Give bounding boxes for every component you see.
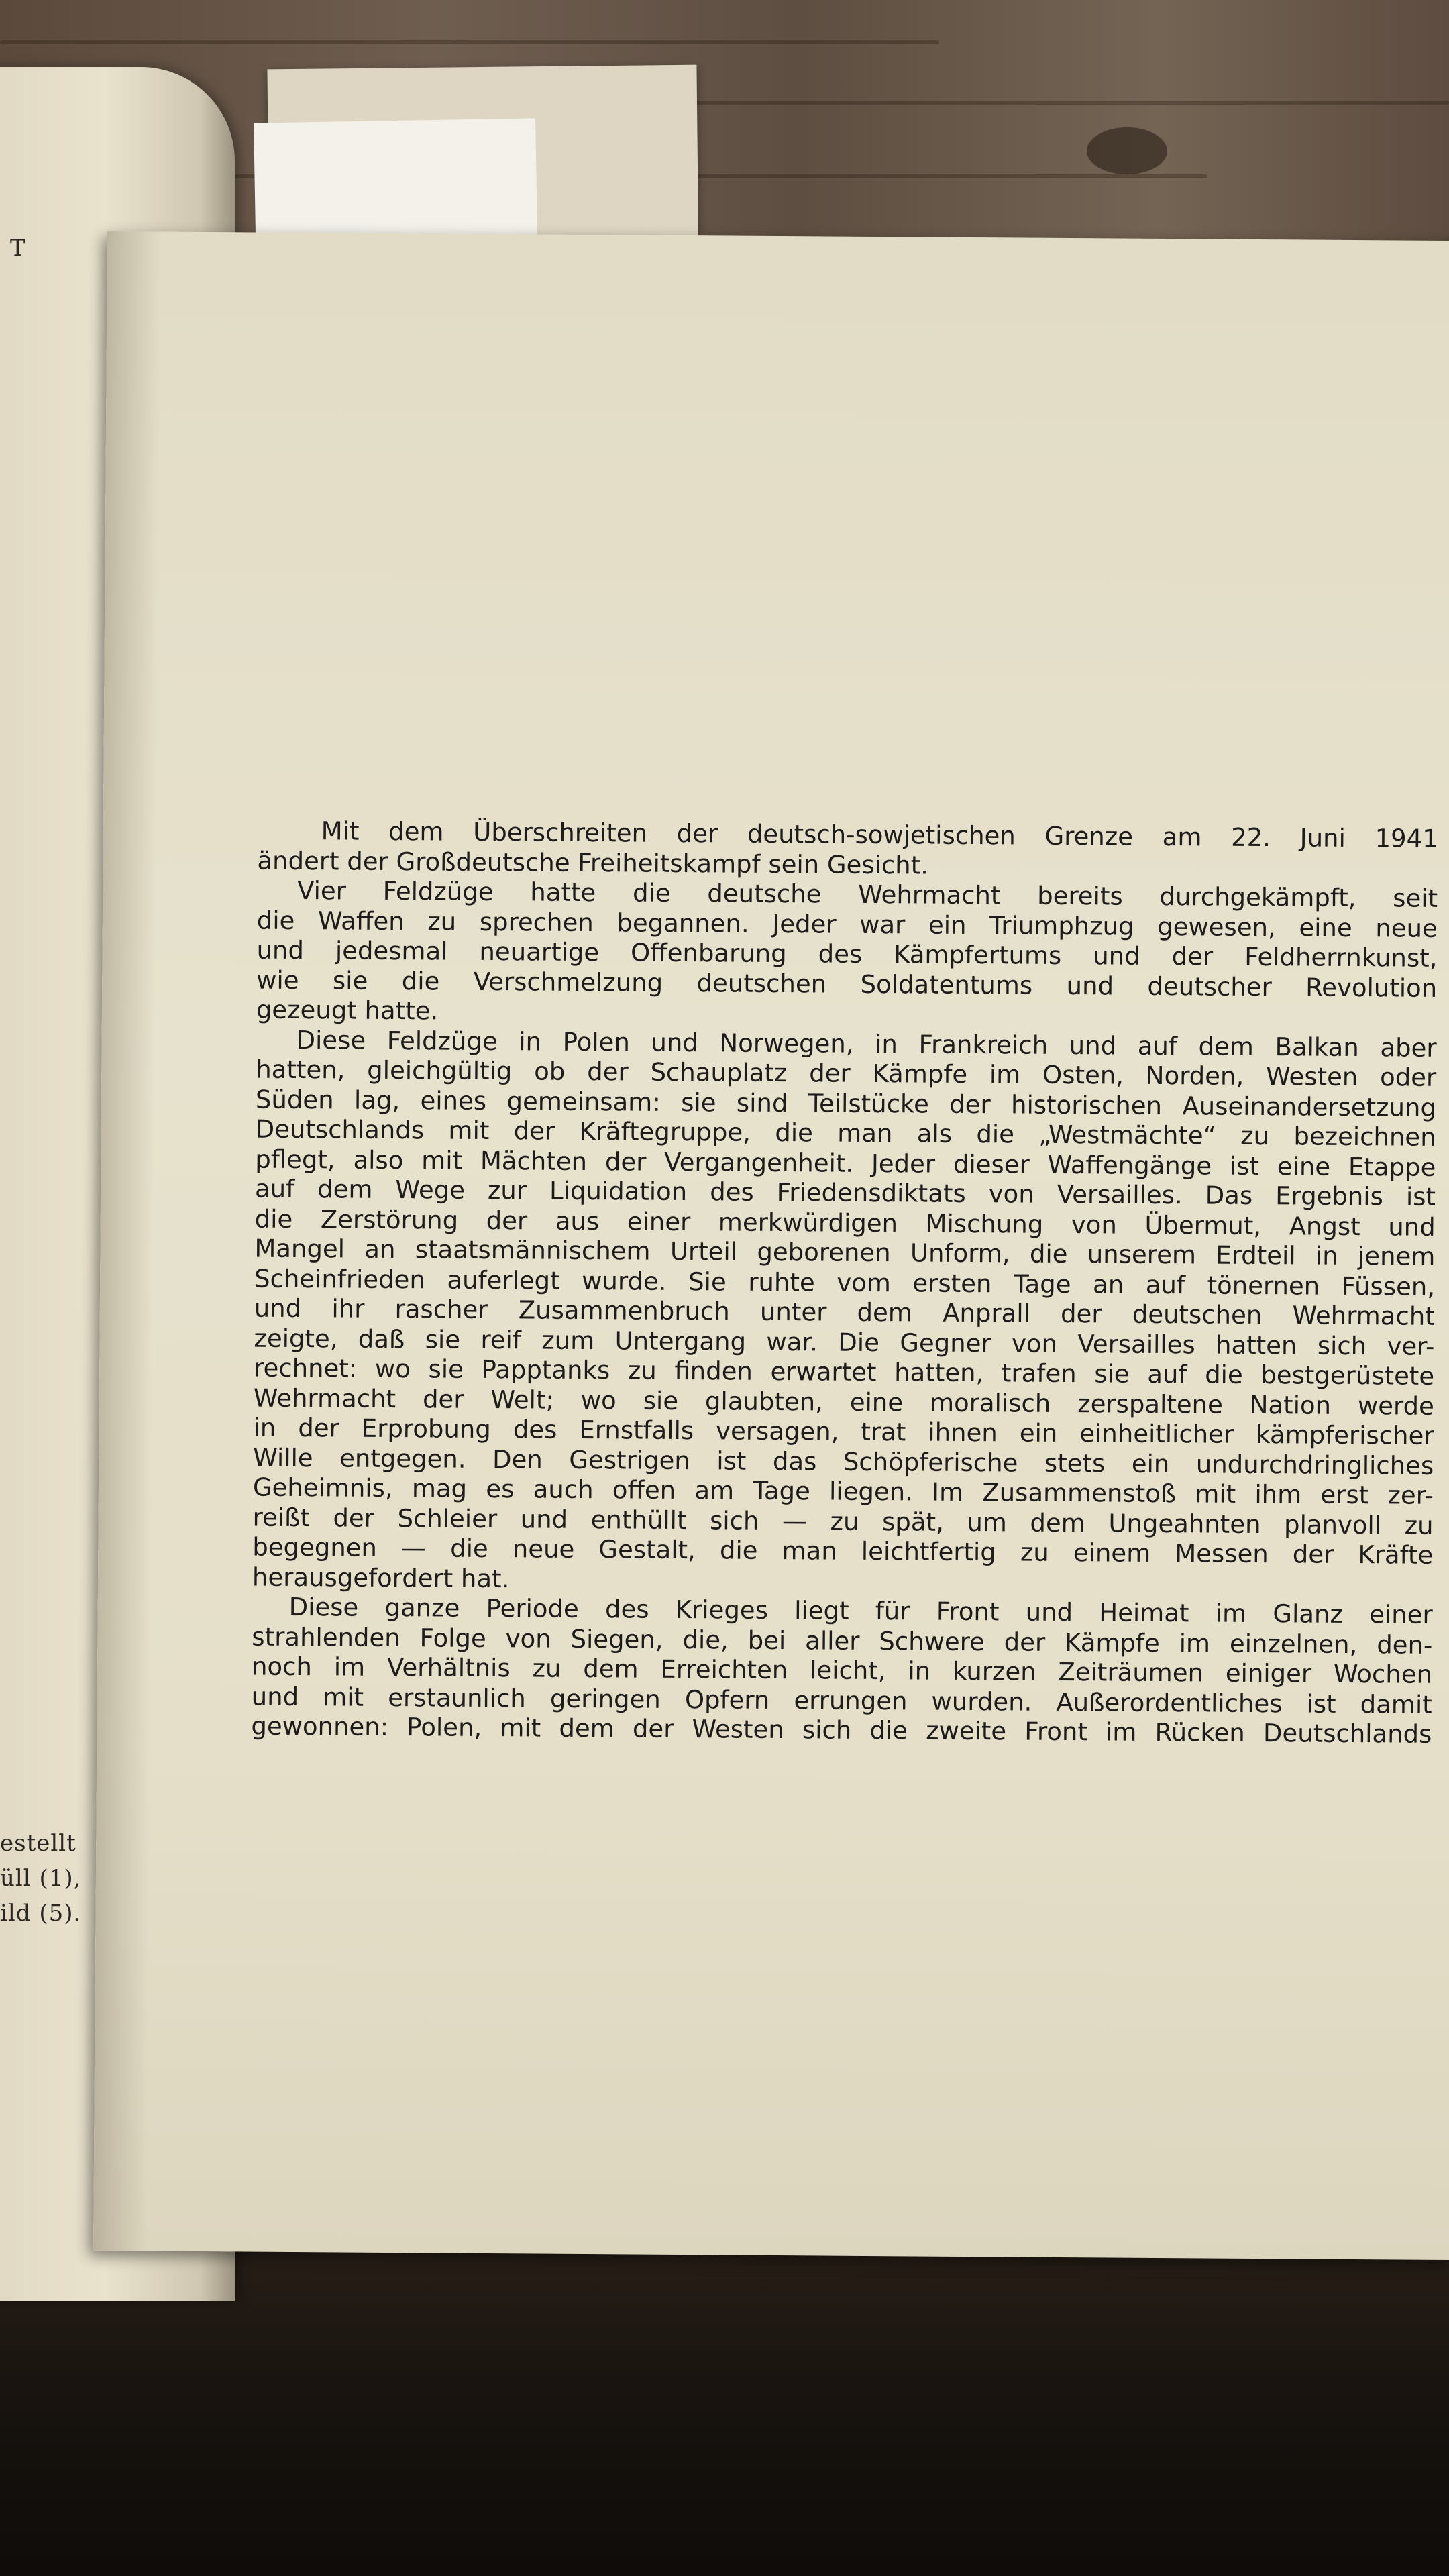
body-text (251, 816, 1438, 1750)
left-page-header-fragment: T (10, 235, 26, 262)
text-line: begegnen — die neue Gestalt, die man leichtfertig zu einem Messen der Kräfte (252, 1532, 1434, 1570)
text-line: gezeugt hatte. (256, 995, 439, 1026)
text-line: Wille entgegen. Den Gestrigen ist das Schöpferische stets ein undurchdringliches (253, 1443, 1434, 1481)
text-line: gewonnen: Polen, mit dem der Westen sich die zweite Front im Rücken Deutschlands (251, 1711, 1432, 1749)
text-line: wie sie die Verschmelzung deutschen Soldatentums und deutscher Revolution (256, 965, 1438, 1003)
text-line: rechnet: wo sie Papptanks zu finden erwartet hatten, trafen sie auf die bestgerüstete (254, 1353, 1435, 1391)
wood-grain (604, 101, 1449, 105)
text-line: die Waffen zu sprechen begannen. Jeder war ein Triumphzug gewesen, eine neue (256, 906, 1438, 943)
text-line: Mangel an staatsmännischem Urteil geborenen Unform, die unserem Erdteil in jenem (254, 1234, 1436, 1271)
text-line: Diese Feldzüge in Polen und Norwegen, in Frankreich und auf dem Balkan aber (296, 1025, 1437, 1063)
text-line: Süden lag, eines gemeinsam: sie sind Teilstücke der historischen Auseinandersetzung (255, 1085, 1437, 1122)
text-line: Deutschlands mit der Kräftegruppe, die man als die „Westmächte“ zu bezeichnen (255, 1114, 1436, 1152)
left-page-margin-fragment: ild (5). (0, 1900, 82, 1927)
text-line: strahlenden Folge von Siegen, die, bei aller Schwere der Kämpfe im einzelnen, den- (252, 1622, 1433, 1660)
text-line: pflegt, also mit Mächten der Vergangenheit. Jeder dieser Waffengänge ist eine Etappe (255, 1144, 1436, 1182)
text-line: in der Erprobung des Ernstfalls versagen, trat ihnen ein einheitlicher kämpferischer (253, 1413, 1434, 1450)
right-page (93, 231, 1449, 2260)
text-line: Wehrmacht der Welt; wo sie glaubten, eine moralisch zerspaltene Nation werde (253, 1383, 1434, 1421)
wood-grain (0, 40, 939, 44)
text-line: Scheinfrieden auferlegt wurde. Sie ruhte vom ersten Tage an auf tönernen Füssen, (254, 1264, 1436, 1301)
text-line: noch im Verhältnis zu dem Erreichten leicht, in kurzen Zeiträumen einiger Wochen (251, 1652, 1433, 1689)
text-line: hatten, gleichgültig ob der Schauplatz der Kämpfe im Osten, Norden, Westen oder (256, 1055, 1437, 1092)
text-line: reißt der Schleier und enthüllt sich — zu spät, um dem Ungeahnten planvoll zu (252, 1503, 1434, 1540)
text-line: und jedesmal neuartige Offenbarung des Kämpfertums und der Feldherrnkunst, (256, 935, 1438, 973)
left-page-margin-fragment: üll (1), (0, 1865, 82, 1892)
text-line: Vier Feldzüge hatte die deutsche Wehrmacht bereits durchgekämpft, seit (297, 876, 1438, 913)
text-line: Mit dem Überschreiten der deutsch-sowjetischen Grenze am 22. Juni 1941 (321, 816, 1438, 853)
left-page-margin-fragment: estellt (0, 1830, 76, 1857)
text-line: die Zerstörung der aus einer merkwürdigen Mischung von Übermut, Angst und (254, 1204, 1436, 1242)
text-line: herausgefordert hat. (252, 1562, 510, 1593)
text-line: Diese ganze Periode des Krieges liegt für Front und Heimat im Glanz einer (288, 1592, 1433, 1629)
text-line: zeigte, daß sie reif zum Untergang war. Die Gegner von Versailles hatten sich ver- (254, 1324, 1435, 1361)
text-line: und mit erstaunlich geringen Opfern errungen wurden. Außerordentliches ist damit (251, 1682, 1432, 1719)
text-line: ändert der Großdeutsche Freiheitskampf sein Gesicht. (257, 846, 929, 880)
text-line: auf dem Wege zur Liquidation des Friedensdiktats von Versailles. Das Ergebnis ist (254, 1174, 1436, 1212)
text-line: Geheimnis, mag es auch offen am Tage liegen. Im Zusammenstoß mit ihm erst zer- (252, 1472, 1434, 1510)
text-line: und ihr rascher Zusammenbruch unter dem Anprall der deutschen Wehrmacht (254, 1293, 1435, 1331)
wood-knot (1087, 127, 1167, 174)
